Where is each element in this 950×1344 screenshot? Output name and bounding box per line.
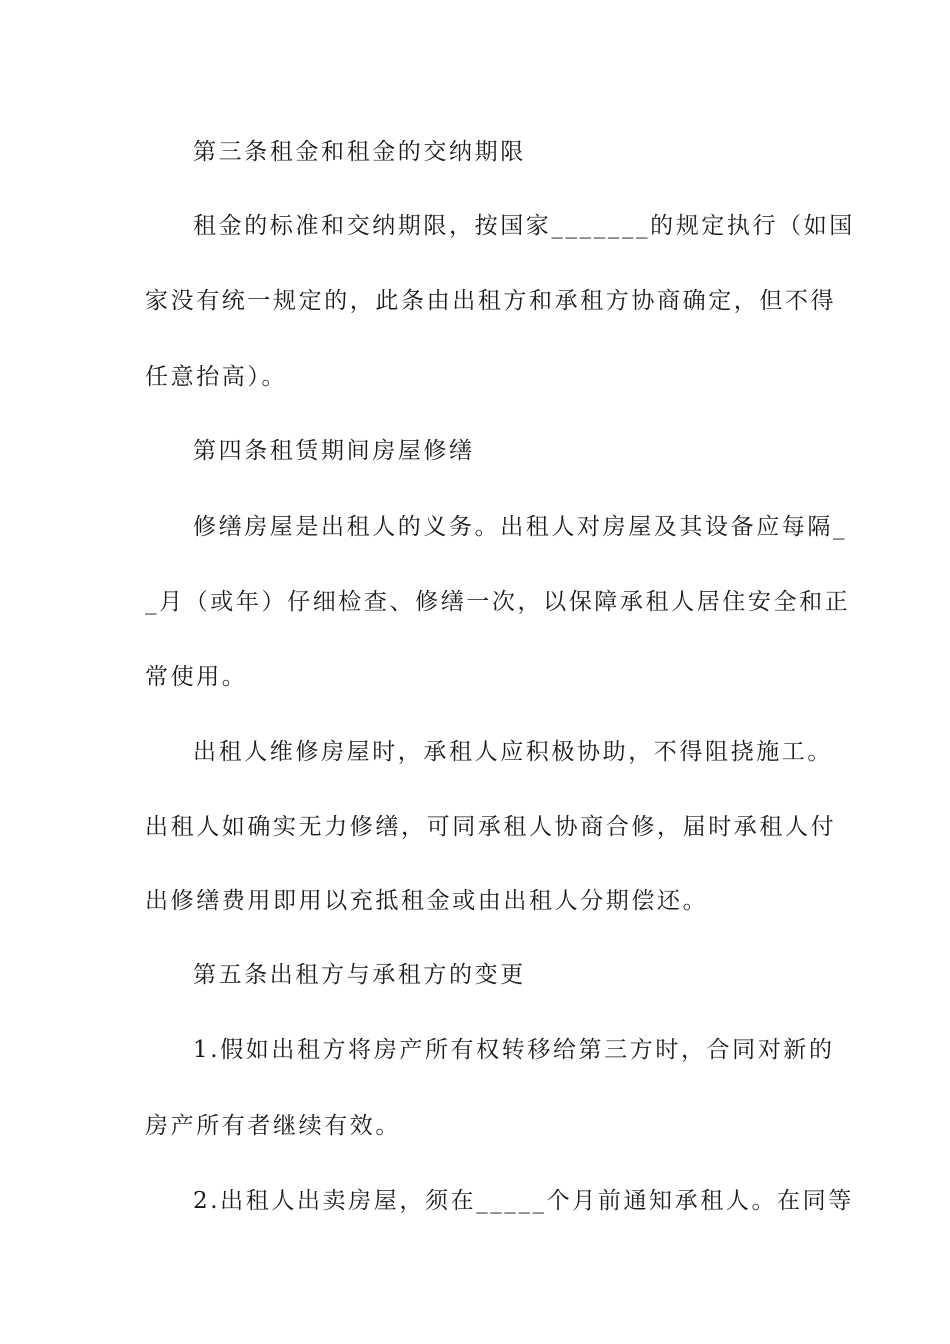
- paragraph-line: 出租人如确实无力修缮，可同承租人协商合修，届时承租人付: [145, 814, 837, 840]
- paragraph-line: 2.出租人出卖房屋，须在_____个月前通知承租人。在同等: [193, 1188, 854, 1214]
- paragraph-line: 1.假如出租方将房产所有权转移给第三方时，合同对新的: [193, 1037, 835, 1063]
- paragraph-line: 房产所有者继续有效。: [145, 1113, 401, 1139]
- article-5-heading: 第五条出租方与承租方的变更: [193, 962, 526, 988]
- paragraph-line: 租金的标准和交纳期限，按国家_______的规定执行（如国: [193, 213, 855, 239]
- article-3-heading: 第三条租金和租金的交纳期限: [193, 139, 526, 165]
- paragraph-line: 常使用。: [145, 664, 248, 690]
- paragraph-line: 任意抬高）。: [145, 364, 288, 390]
- paragraph-line: 家没有统一规定的，此条由出租方和承租方协商确定，但不得: [145, 288, 837, 314]
- paragraph-line: 出修缮费用即用以充抵租金或由出租人分期偿还。: [145, 888, 709, 914]
- paragraph-line: 出租人维修房屋时，承租人应积极协助，不得阻挠施工。: [193, 739, 833, 765]
- paragraph-line: _月（或年）仔细检查、修缮一次，以保障承租人居住安全和正: [145, 589, 851, 615]
- paragraph-line: 修缮房屋是出租人的义务。出租人对房屋及其设备应每隔_: [193, 514, 848, 540]
- article-4-heading: 第四条租赁期间房屋修缮: [193, 438, 475, 464]
